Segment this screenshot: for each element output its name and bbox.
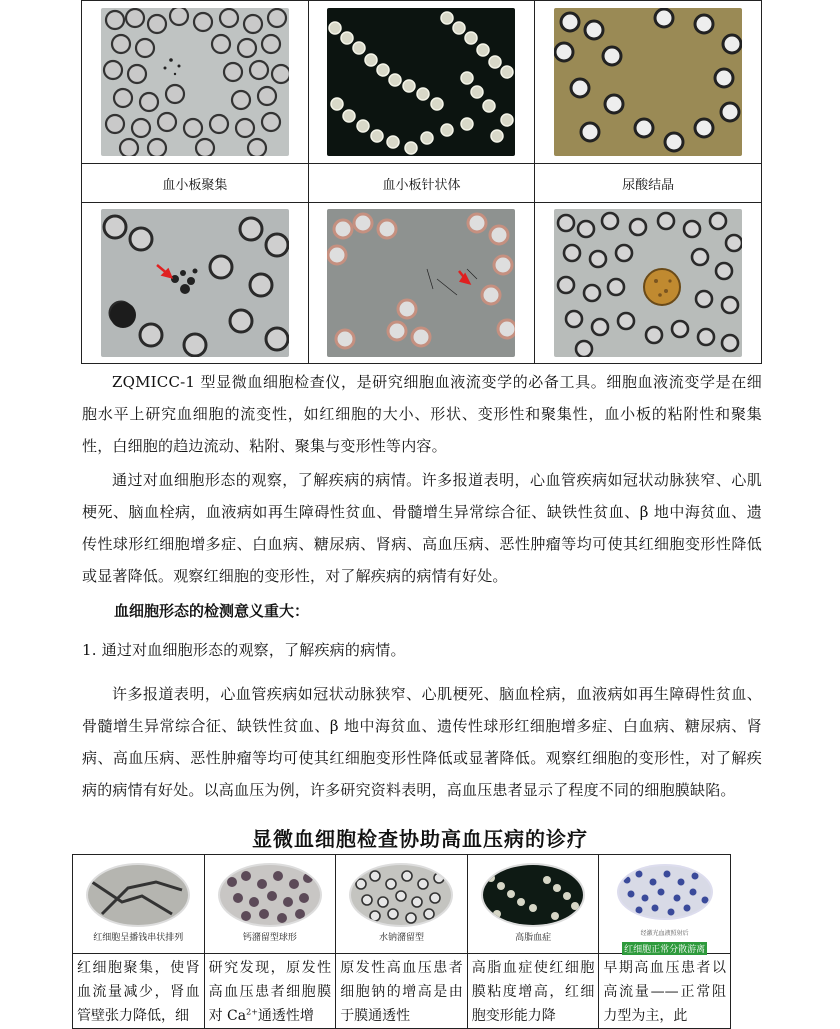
- micrograph-grid: [81, 0, 762, 364]
- micrograph-platelet-needles: [327, 8, 515, 156]
- grid-cell: [535, 203, 762, 364]
- diagnosis-text-cell: [204, 954, 336, 1029]
- micrograph-hyperlipidemia: [477, 862, 589, 928]
- image-label: 高脂血症: [515, 933, 552, 943]
- grid-cell: [82, 1, 309, 164]
- micrograph-sodium-retention: [345, 862, 457, 928]
- diagnosis-image-cell: [467, 855, 599, 954]
- diagnosis-text-part: 研究发现，原发性高血压患者细胞膜对 Ca: [208, 960, 332, 1024]
- diagnosis-text-part: 通透性增: [257, 1008, 314, 1024]
- list-item-1: 1. 通过对血细胞形态的观察，了解疾病的病情。: [82, 641, 406, 659]
- micrograph-platelet-aggregation: [101, 8, 289, 156]
- image-label: 水钠潴留型: [378, 933, 424, 943]
- grid-caption: 血小板针状体: [308, 164, 535, 203]
- diagnosis-text-cell: 红细胞聚集，使肾血流量减少，肾血管壁张力降低，细: [73, 954, 205, 1029]
- micrograph-normal-dispersed: [609, 862, 721, 928]
- table-title: 显微血细胞检查协助高血压病的诊疗: [252, 827, 588, 851]
- diagnosis-text-cell: 原发性高血压患者细胞钠的增高是由于膜通透性: [336, 954, 468, 1029]
- grid-caption: 尿酸结晶: [535, 164, 762, 203]
- image-label: 钙潴留型球形: [242, 933, 297, 943]
- micrograph-uric-acid-crystals: [554, 8, 742, 156]
- micrograph-uric-acid-crystal-cell: [554, 209, 742, 357]
- diagnosis-paragraph: 通过对血细胞形态的观察，了解疾病的病情。许多报道表明，心血管疾病如冠状动脉狭窄、心肌梗死、脑血栓病，血液病如再生障碍性贫血、骨髓增生异常综合征、缺铁性贫血、β 地中海贫血、遗传性球形红细胞增多症、白血病、糖尿病、肾病、高血压病、恶性肿瘤等均可使其红细胞变形性降低或显著降低。观察红细胞的变形性，对了解疾病的病情有好处。: [82, 471, 762, 585]
- intro-paragraph: ZQMICC-1 型显微血细胞检查仪，是研究细胞血液流变学的必备工具。细胞血液流变学是在细胞水平上研究血细胞的流变性，如红细胞的大小、形状、变形性和聚集性，血小板的粘附性和聚集性，白细胞的趋边流动、粘附、聚集与变形性等内容。: [82, 373, 762, 455]
- grid-cell: [308, 1, 535, 164]
- diagnosis-table: [72, 854, 731, 1029]
- micrograph-rouleaux: [82, 862, 194, 928]
- image-label: 红细胞呈播钱串状排列: [93, 933, 184, 943]
- grid-cell: [535, 1, 762, 164]
- calcium-superscript: 2+: [246, 1007, 258, 1017]
- image-sublabel: 经激光血液照射后: [640, 930, 689, 937]
- diagnosis-text-cell: 早期高血压患者以高流量——正常阻力型为主，此: [599, 954, 731, 1029]
- grid-cell: [308, 203, 535, 364]
- micrograph-platelet-needles-arrow: [327, 209, 515, 357]
- micrograph-calcium-retention: [214, 862, 326, 928]
- diagnosis-image-cell: [73, 855, 205, 954]
- grid-caption: 血小板聚集: [82, 164, 309, 203]
- micrograph-platelet-aggregation-arrow: [101, 209, 289, 357]
- diagnosis-image-cell: [336, 855, 468, 954]
- section-heading: 血细胞形态的检测意义重大：: [114, 602, 310, 620]
- diagnosis-text-cell: 高脂血症使红细胞膜粘度增高，红细胞变形能力降: [467, 954, 599, 1029]
- image-label: 红细胞正常分散游离: [622, 942, 707, 955]
- diagnosis-image-cell: [204, 855, 336, 954]
- hypertension-paragraph: 许多报道表明，心血管疾病如冠状动脉狭窄、心肌梗死、脑血栓病，血液病如再生障碍性贫血、骨髓增生异常综合征、缺铁性贫血、β 地中海贫血、遗传性球形红细胞增多症、白血病、糖尿病、肾病、高血压病、恶性肿瘤等均可使其红细胞变形性降低或显著降低。观察红细胞的变形性，对了解疾病的病情有好处。以高血压为例，许多研究资料表明，高血压患者显示了程度不同的细胞膜缺陷。: [82, 685, 762, 799]
- grid-cell: [82, 203, 309, 364]
- diagnosis-image-cell: [599, 855, 731, 954]
